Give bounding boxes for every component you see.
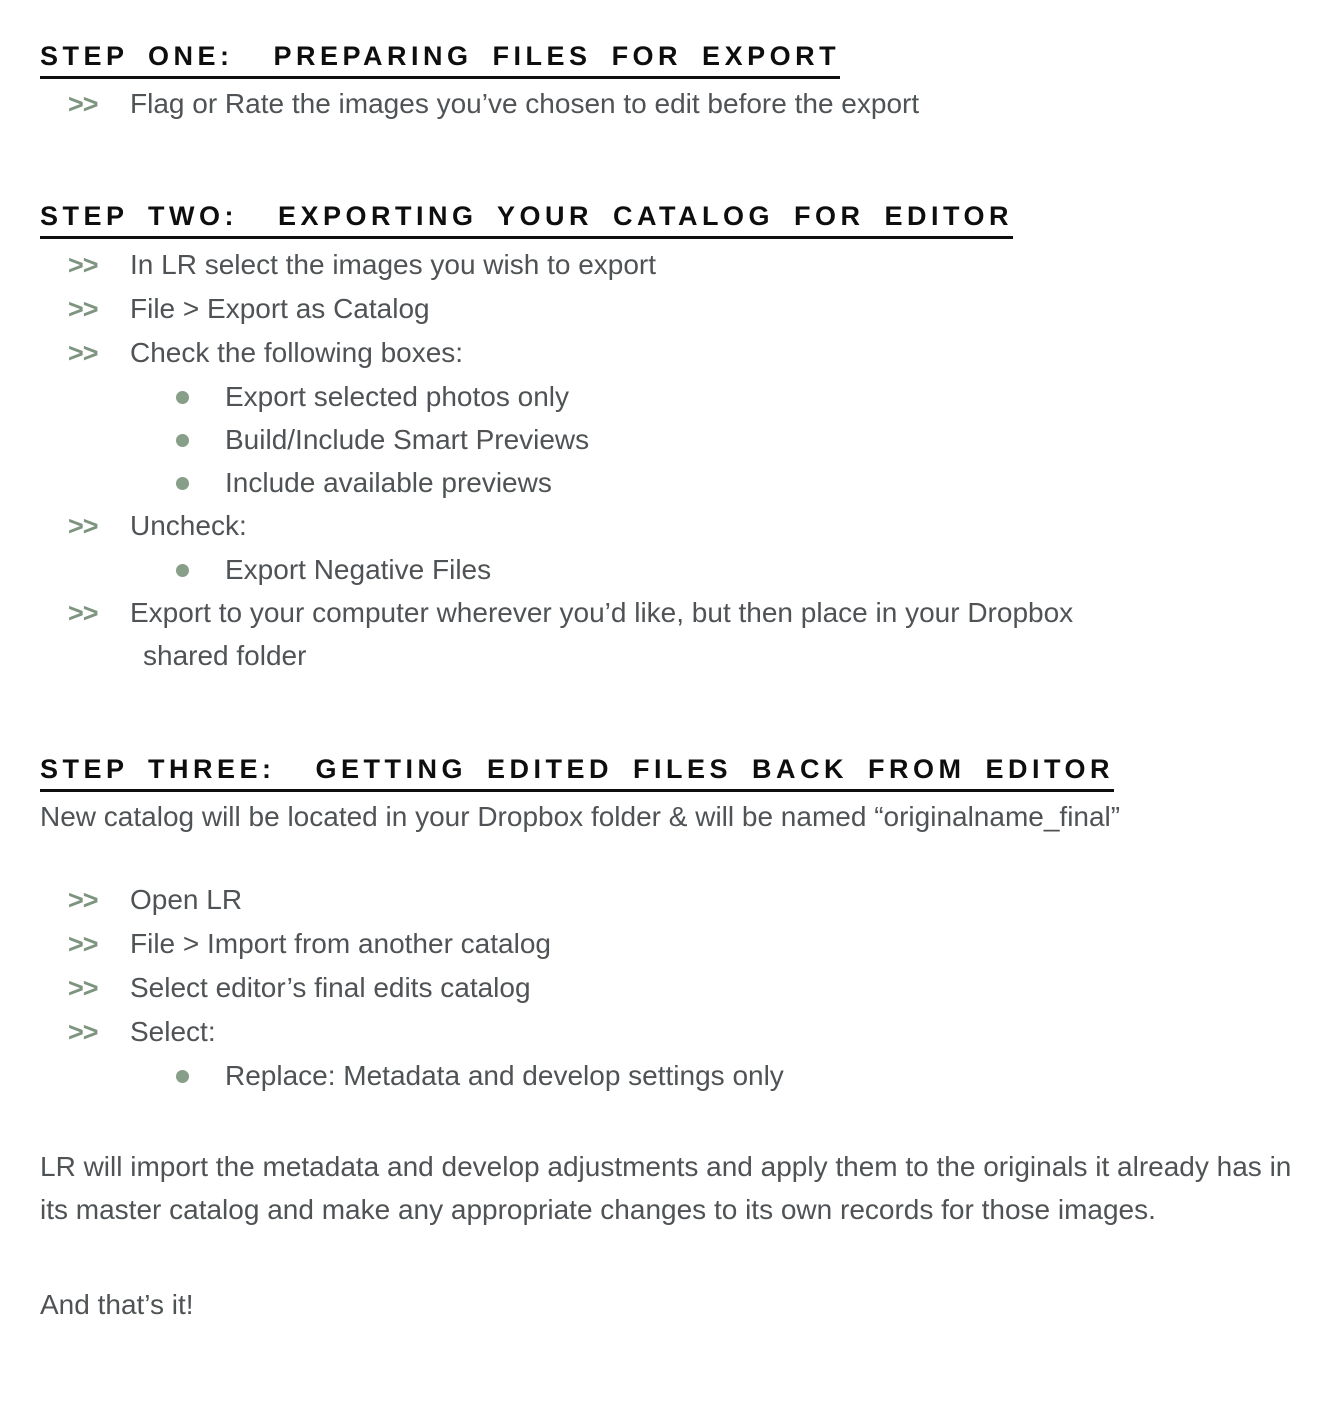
list-item xyxy=(40,1054,1306,1097)
list-item xyxy=(40,82,1306,126)
list-item xyxy=(40,375,1306,418)
closing-note: And that’s it! xyxy=(40,1289,194,1321)
list-item-text: Open LR xyxy=(130,884,243,916)
list-item-text: File > Export as Catalog xyxy=(130,292,430,324)
double-chevron-icon: >> xyxy=(68,89,98,120)
list-item xyxy=(40,331,1306,375)
list-item-text: Include available previews xyxy=(225,466,552,498)
list-item xyxy=(40,1010,1306,1054)
double-chevron-icon: >> xyxy=(68,1017,98,1048)
bullet-icon xyxy=(176,461,225,504)
list-item xyxy=(40,504,1306,548)
list-item xyxy=(40,287,1306,331)
list-item-text: Select editor’s final edits catalog xyxy=(130,972,531,1004)
list-item xyxy=(40,966,1306,1010)
list-item xyxy=(40,548,1306,591)
list-item xyxy=(40,878,1306,922)
list-item-line-2: shared folder xyxy=(143,639,307,671)
list-item-text: Flag or Rate the images you’ve chosen to edit before the export xyxy=(130,88,920,120)
section-heading-text: STEP ONE: PREPARING FILES FOR EXPORT xyxy=(40,41,840,79)
section-heading-text: STEP THREE: GETTING EDITED FILES BACK FROM EDITOR xyxy=(40,754,1114,792)
list-item-text: Export selected photos only xyxy=(225,380,569,412)
double-chevron-icon: >> xyxy=(68,337,98,368)
list-item-text: Build/Include Smart Previews xyxy=(225,423,590,455)
list-item-text: File > Import from another catalog xyxy=(130,928,551,960)
section-step-two xyxy=(40,200,1306,676)
list-item xyxy=(40,418,1306,461)
double-chevron-icon: >> xyxy=(68,293,98,324)
list-item-text xyxy=(130,591,1306,677)
double-chevron-icon: >> xyxy=(68,885,98,916)
list-item-text: Select: xyxy=(130,1016,216,1048)
bullet-icon xyxy=(176,418,225,461)
list-item xyxy=(40,461,1306,504)
step-three-items xyxy=(40,878,1306,1097)
list-item-line-1: Export to your computer wherever you’d like, but then place in your Dropbox xyxy=(130,596,1074,628)
double-chevron-icon: >> xyxy=(68,929,98,960)
section-step-three xyxy=(40,753,1306,1097)
bullet-icon xyxy=(176,548,225,591)
double-chevron-icon: >> xyxy=(68,510,98,541)
double-chevron-icon: >> xyxy=(68,249,98,280)
list-item xyxy=(40,591,1306,677)
list-item-text: Check the following boxes: xyxy=(130,336,464,368)
list-item-text: In LR select the images you wish to export xyxy=(130,248,657,280)
closing-paragraph: LR will import the metadata and develop adjustments and apply them to the originals it already has in its master catalog and make any appropriate changes to its own records for those images. xyxy=(40,1151,1292,1226)
section-heading xyxy=(40,40,1306,72)
bullet-icon xyxy=(176,375,225,418)
double-chevron-icon: >> xyxy=(68,973,98,1004)
double-chevron-icon: >> xyxy=(68,597,98,628)
bullet-icon xyxy=(176,1054,225,1097)
list-item-text: Uncheck: xyxy=(130,509,247,541)
list-item xyxy=(40,922,1306,966)
list-item-text: Export Negative Files xyxy=(225,553,492,585)
section-step-one xyxy=(40,40,1306,126)
section-heading xyxy=(40,753,1306,785)
section-intro: New catalog will be located in your Dropbox folder & will be named “originalname_final” xyxy=(40,801,1121,833)
section-heading-text: STEP TWO: EXPORTING YOUR CATALOG FOR EDITOR xyxy=(40,201,1013,239)
section-heading xyxy=(40,200,1306,232)
list-item-text: Replace: Metadata and develop settings only xyxy=(225,1060,784,1092)
list-item xyxy=(40,243,1306,287)
